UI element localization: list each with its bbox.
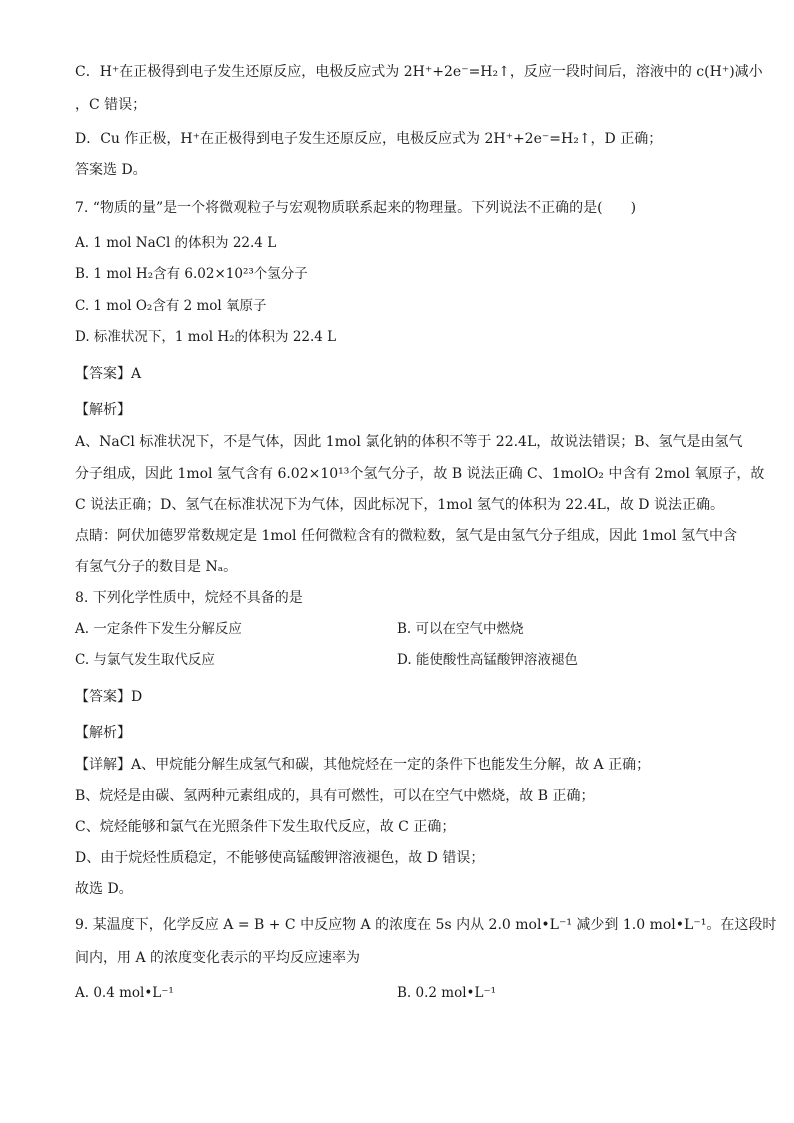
text-line: B、烷烃是由碳、氢两种元素组成的，具有可燃性，可以在空气中燃烧，故 B 正确；	[75, 788, 595, 804]
text-line: C、烷烃能够和氯气在光照条件下发生取代反应，故 C 正确；	[75, 819, 456, 835]
option-b: B. 可以在空气中燃烧	[397, 621, 524, 637]
option-d: D. 能使酸性高锰酸钾溶液褪色	[397, 652, 578, 668]
text-line: 有氢气分子的数目是 Nₐ。	[75, 559, 238, 575]
text-line: 【详解】A、甲烷能分解生成氢气和碳，其他烷烃在一定的条件下也能发生分解，故 A 正确；	[75, 757, 651, 773]
answer-label: 【答案】D	[75, 689, 143, 705]
text-line: 点睛：阿伏加德罗常数规定是 1mol 任何微粒含有的微粒数，氢气是由氢气分子组成，因此 1mol 氢气中含	[75, 528, 737, 544]
text-line: C．H⁺在正极得到电子发生还原反应，电极反应式为 2H⁺+2e⁻=H₂↑，反应一段时间后，溶液中的 c(H⁺)减小	[75, 64, 763, 80]
text-line: 分子组成，因此 1mol 氢气含有 6.02×10¹³个氢气分子，故 B 说法正确 C、1molO₂ 中含有 2mol 氧原子，故	[75, 466, 765, 482]
option-b: B. 1 mol H₂含有 6.02×10²³个氢分子	[75, 266, 308, 282]
option-c: C. 1 mol O₂含有 2 mol 氧原子	[75, 298, 267, 314]
option-a: A. 1 mol NaCl 的体积为 22.4 L	[75, 235, 277, 251]
text-line: C 说法正确；D、氢气在标准状况下为气体，因此标况下，1mol 氢气的体积为 22.4L，故 D 说法正确。	[75, 497, 724, 513]
option-c: C. 与氯气发生取代反应	[75, 652, 215, 668]
text-line: 间内，用 A 的浓度变化表示的平均反应速率为	[75, 950, 361, 966]
analysis-label: 【解析】	[75, 402, 131, 418]
text-line: D．Cu 作正极，H⁺在正极得到电子发生还原反应，电极反应式为 2H⁺+2e⁻=H₂↑，D 正确；	[75, 131, 663, 147]
question-7: 7. “物质的量”是一个将微观粒子与宏观物质联系起来的物理量。下列说法不正确的是( )	[75, 200, 637, 216]
analysis-label: 【解析】	[75, 725, 131, 741]
option-a: A. 一定条件下发生分解反应	[75, 621, 242, 637]
text-line: 答案选 D。	[75, 162, 147, 178]
text-line: 故选 D。	[75, 881, 133, 897]
answer-label: 【答案】A	[75, 366, 142, 382]
text-line: D、由于烷烃性质稳定，不能够使高锰酸钾溶液褪色，故 D 错误；	[75, 850, 485, 866]
question-8: 8. 下列化学性质中，烷烃不具备的是	[75, 590, 303, 606]
text-line: A、NaCl 标准状况下，不是气体，因此 1mol 氯化钠的体积不等于 22.4L，故说法错误；B、氢气是由氢气	[75, 434, 743, 450]
question-9: 9. 某温度下，化学反应 A = B + C 中反应物 A 的浓度在 5s 内从 2.0 mol•L⁻¹ 减少到 1.0 mol•L⁻¹。在这段时	[75, 917, 777, 933]
option-d: D. 标准状况下，1 mol H₂的体积为 22.4 L	[75, 329, 337, 345]
option-a: A. 0.4 mol•L⁻¹	[75, 985, 174, 1001]
text-line: ，C 错误；	[75, 97, 147, 113]
option-b: B. 0.2 mol•L⁻¹	[397, 985, 496, 1001]
